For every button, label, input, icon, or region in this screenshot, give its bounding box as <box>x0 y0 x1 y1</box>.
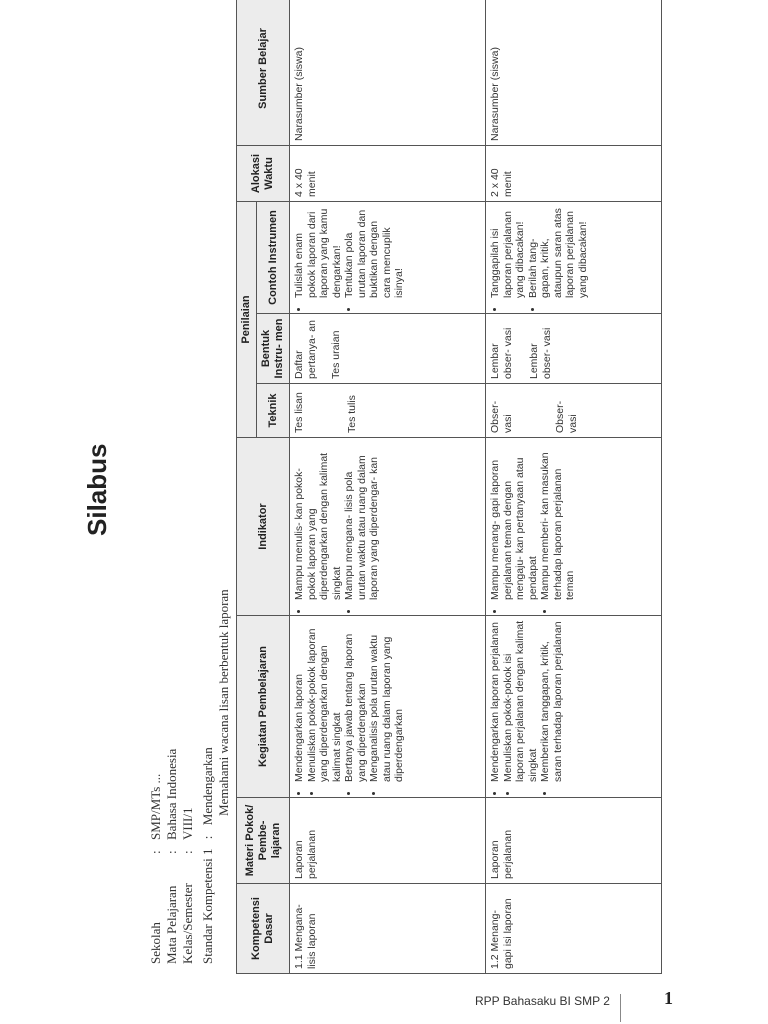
cell-indikator <box>290 438 486 616</box>
info-colon: : <box>148 850 163 854</box>
teknik-2: Tes tulis <box>345 395 358 433</box>
header-sumber: Sumber Belajar <box>237 0 290 145</box>
list-item: • Menuliskan pokok-pokok laporan yang diperdengarkan dengan kalimat singkat <box>306 620 344 782</box>
list-item: • Tulislah enam pokok laporan dari laporan yang kamu dengarkan! <box>293 206 343 298</box>
silabus-table <box>236 0 662 974</box>
cell-sumber: Narasumber (siswa) <box>290 0 486 145</box>
list-item: • Memberikan tanggapan, kritik, saran terhadap laporan perjalanan <box>539 620 564 782</box>
table-row <box>290 0 486 974</box>
sk-colon: : <box>200 835 215 840</box>
sk-label: Standar Kompetensi 1 <box>200 848 215 964</box>
cell-bentuk <box>290 314 486 384</box>
cell-kegiatan <box>486 616 662 798</box>
page-number: 1 <box>664 988 673 1008</box>
info-value: Bahasa Indonesia <box>164 748 179 840</box>
header-alokasi: Alokasi Waktu <box>237 145 290 201</box>
info-value: SMP/MTs ... <box>148 773 163 840</box>
bentuk-2: Tes uraian <box>330 330 342 379</box>
teknik-2: Obser- vasi <box>554 400 579 433</box>
info-colon: : <box>164 850 179 854</box>
cell-kegiatan <box>290 616 486 798</box>
list-item: • Mampu menulis- kan pokok-pokok laporan yang diperdengarkan dengan kalimat singkat <box>293 442 343 600</box>
info-colon: : <box>180 850 195 854</box>
header-contoh: Contoh Instrumen <box>257 201 290 313</box>
footer-divider <box>620 994 621 1022</box>
cell-alokasi: 2 x 40 menit <box>486 145 662 201</box>
cell-sumber: Narasumber (siswa) <box>486 0 662 145</box>
cell-teknik <box>290 384 486 438</box>
list-item: • Berilah tang- gapan, kritik, ataupun saran atas laporan perjalanan yang dibacakan! <box>527 206 590 298</box>
header-indikator: Indikator <box>237 438 290 616</box>
table-row <box>486 0 662 974</box>
sk-value: Mendengarkan <box>200 747 215 826</box>
list-item: • Tanggapilah isi laporan perjalanan yang dibacakan! <box>489 206 527 298</box>
header-teknik: Teknik <box>257 384 290 438</box>
bentuk-2: Lembar obser- vasi <box>528 327 553 379</box>
header-bentuk: Bentuk Instru- men <box>257 314 290 384</box>
cell-materi: Laporan perjalanan <box>290 798 486 884</box>
cell-indikator <box>486 438 662 616</box>
info-label: Kelas/Semester <box>180 883 195 964</box>
info-mata-pelajaran <box>164 749 180 964</box>
list-item: • Mendengarkan laporan perjalanan <box>489 620 502 782</box>
standar-kompetensi <box>200 747 216 964</box>
info-sekolah <box>148 774 164 964</box>
info-label: Mata Pelajaran <box>164 885 179 964</box>
cell-contoh <box>290 201 486 313</box>
page-title: Silabus <box>82 443 112 536</box>
footer-text: RPP Bahasaku BI SMP 2 <box>475 994 610 1008</box>
bentuk-1: Lembar obser- vasi <box>489 327 514 379</box>
list-item: • Menuliskan pokok-pokok isi laporan perjalanan dengan kalimat singkat <box>502 620 540 782</box>
cell-kd: 1.2 Menang- gapi isi laporan <box>486 884 662 974</box>
header-penilaian: Penilaian <box>237 201 257 437</box>
list-item: • Mampu menang- gapi laporan perjalanan teman dengan mengaju- kan pertanyaan atau pendapat <box>489 442 539 600</box>
cell-bentuk <box>486 314 662 384</box>
list-item: • Mendengarkan laporan <box>293 620 306 782</box>
teknik-1: Obser- vasi <box>489 400 514 433</box>
bentuk-1: Daftar pertanya- an <box>293 320 318 379</box>
cell-materi: Laporan perjalanan <box>486 798 662 884</box>
header-kompetensi-dasar: Kompetensi Dasar <box>237 884 290 974</box>
cell-kd: 1.1 Mengana- lisis laporan <box>290 884 486 974</box>
info-kelas-semester <box>180 808 196 965</box>
list-item: • Mampu mengana- lisis pola urutan waktu atau ruang dalam laporan yang diperdengar- kan <box>343 442 381 600</box>
header-materi: Materi Pokok/ Pembe- lajaran <box>237 798 290 884</box>
list-item: • Menganalisis pola urutan waktu atau ruang dalam laporan yang diperdengarkan <box>368 620 406 782</box>
teknik-1: Tes lisan <box>293 392 305 433</box>
cell-alokasi: 4 x 40 menit <box>290 145 486 201</box>
list-item: • Bertanya jawab tentang laporan yang diperdengarkan <box>343 620 368 782</box>
info-label: Sekolah <box>148 922 163 964</box>
info-value: VIII/1 <box>180 807 195 840</box>
sk-detail: Memahami wacana lisan berbentuk laporan <box>216 589 231 816</box>
cell-teknik <box>486 384 662 438</box>
header-kegiatan: Kegiatan Pembelajaran <box>237 616 290 798</box>
list-item: • Mampu memberi- kan masukan terhadap laporan perjalanan teman <box>539 442 577 600</box>
cell-contoh <box>486 201 662 313</box>
list-item: • Tentukan pola urutan laporan dan buktikan dengan cara mencuplik isinya! <box>343 206 406 298</box>
